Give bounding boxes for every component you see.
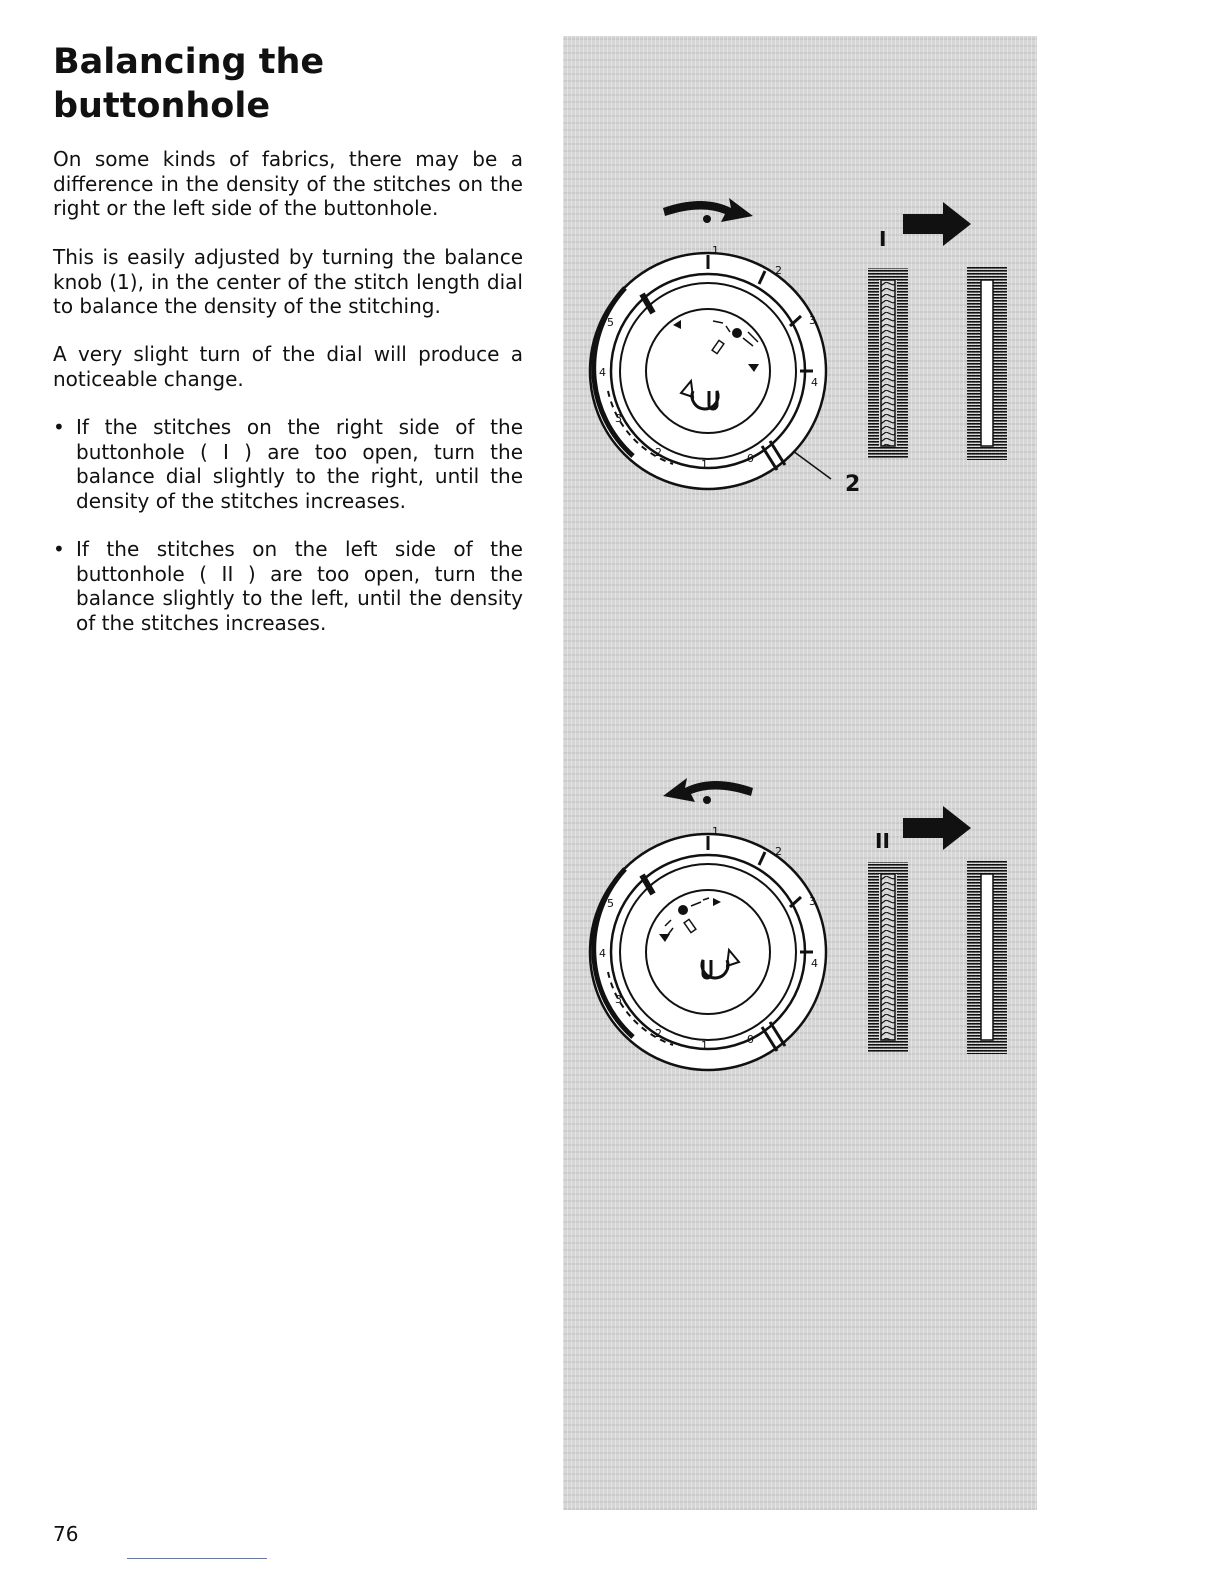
buttonhole-open <box>868 268 908 458</box>
dial-mark-0: 0 <box>747 1033 754 1046</box>
dial-mark-3: 3 <box>809 895 816 908</box>
bottom-figure <box>590 778 1007 1070</box>
stitch-length-dial-bottom <box>590 825 826 1070</box>
intro-paragraph: On some kinds of fabrics, there may be a difference in the density of the stitches on the right or the left side of the buttonhole. <box>53 147 523 220</box>
balance-indicator-dot <box>678 905 688 915</box>
dial-mark-1: 1 <box>712 244 719 257</box>
page-number: 76 <box>53 1522 79 1546</box>
dial-mark-0: 0 <box>747 452 754 465</box>
dial-mark-3: 3 <box>809 314 816 327</box>
dial-mark-1: 1 <box>712 825 719 838</box>
dial-illustration <box>563 36 1037 1510</box>
dial-mark-2: 2 <box>775 845 782 858</box>
bullet-right-side <box>53 415 523 513</box>
page-title-line-1: Balancing the <box>53 42 325 82</box>
bullet-dot: • <box>53 415 65 439</box>
balance-indicator-dot <box>732 328 742 338</box>
dial-mark-2-left: 2 <box>655 1027 662 1040</box>
page-title-line-2: buttonhole <box>53 86 271 126</box>
dial-mark-2-left: 2 <box>655 446 662 459</box>
dial-mark-4: 4 <box>811 957 818 970</box>
dial-mark-1-left: 1 <box>701 1039 708 1052</box>
bullet-dot: • <box>53 537 65 561</box>
buttonhole-open <box>868 862 908 1052</box>
dial-mark-4: 4 <box>811 376 818 389</box>
indicator-dot <box>703 215 711 223</box>
top-figure <box>590 198 1007 497</box>
dial-mark-5: 5 <box>607 897 614 910</box>
bullet-left-side <box>53 537 523 635</box>
buttonhole-balanced <box>967 266 1007 460</box>
indicator-dot <box>703 796 711 804</box>
dial-mark-5: 5 <box>607 316 614 329</box>
bullet-left-side-text: If the stitches on the left side of the buttonhole ( II ) are too open, turn the balance slightly to the left, until the density of the stitches increases. <box>76 537 523 635</box>
bullet-right-side-text: If the stitches on the right side of the buttonhole ( I ) are too open, turn the balance dial slightly to the right, until the density of the stitches increases. <box>76 415 523 513</box>
slight-turn-paragraph: A very slight turn of the dial will produce a noticeable change. <box>53 342 523 391</box>
dial-mark-3-left: 3 <box>615 993 622 1006</box>
dial-mark-4-left: 4 <box>599 947 606 960</box>
stitch-length-dial-top <box>590 244 831 489</box>
dial-mark-3-left: 3 <box>615 412 622 425</box>
side-label-i: I <box>879 227 887 251</box>
balance-knob-paragraph: This is easily adjusted by turning the balance knob (1), in the center of the stitch length dial to balance the density of the stitching. <box>53 245 523 318</box>
page-title <box>53 40 324 128</box>
footer-rule <box>127 1558 267 1559</box>
dial-mark-4-left: 4 <box>599 366 606 379</box>
dial-mark-1-left: 1 <box>701 458 708 471</box>
side-label-ii: II <box>875 829 890 853</box>
dial-illustration-panel <box>563 36 1037 1510</box>
dial-mark-2: 2 <box>775 264 782 277</box>
right-arrow-icon <box>903 806 971 850</box>
callout-2: 2 <box>845 472 861 497</box>
buttonhole-balanced <box>967 860 1007 1054</box>
right-arrow-icon <box>903 202 971 246</box>
